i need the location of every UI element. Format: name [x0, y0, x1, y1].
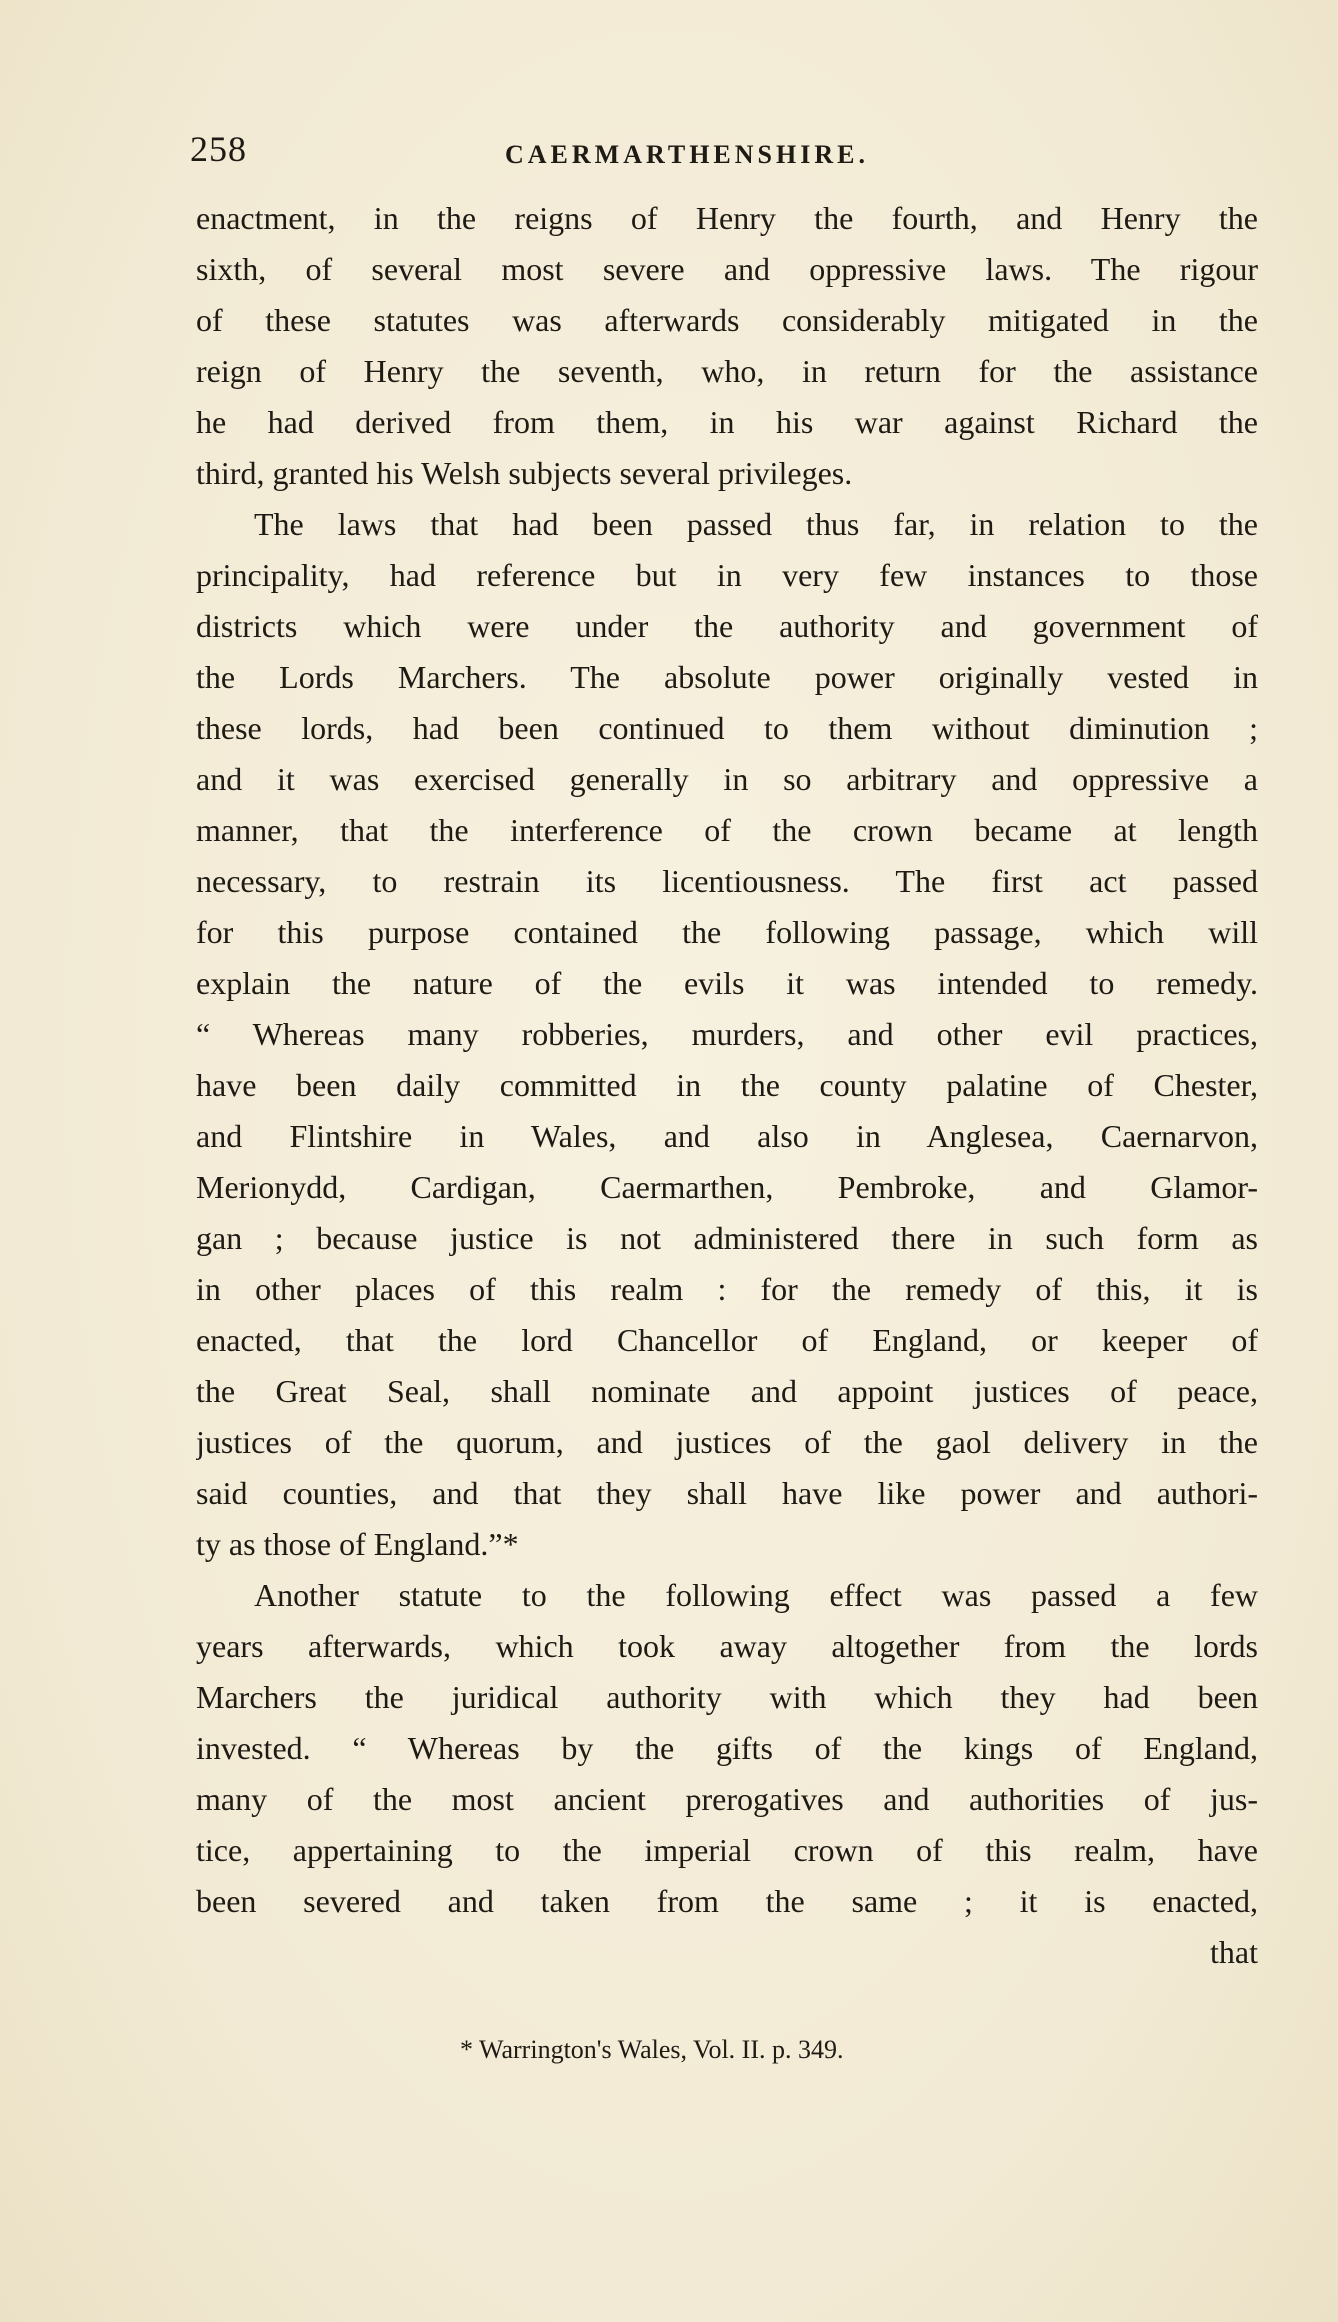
text-line: reign of Henry the seventh, who, in return for the assistance [196, 353, 1258, 389]
text-line: and Flintshire in Wales, and also in Anglesea, Caernarvon, [196, 1118, 1258, 1154]
text-line: these lords, had been continued to them without diminution ; [196, 710, 1258, 746]
text-line: enactment, in the reigns of Henry the fourth, and Henry the [196, 200, 1258, 236]
text-line: have been daily committed in the county palatine of Chester, [196, 1067, 1258, 1103]
text-line: Marchers the juridical authority with which they had been [196, 1679, 1258, 1715]
text-line: Another statute to the following effect was passed a few [254, 1577, 1258, 1613]
text-line: and it was exercised generally in so arbitrary and oppressive a [196, 761, 1258, 797]
text-line: he had derived from them, in his war against Richard the [196, 404, 1258, 440]
text-line: enacted, that the lord Chancellor of England, or keeper of [196, 1322, 1258, 1358]
text-line: tice, appertaining to the imperial crown of this realm, have [196, 1832, 1258, 1868]
page-header [190, 128, 1290, 178]
body-text [196, 193, 1258, 1978]
text-line: manner, that the interference of the crown became at length [196, 812, 1258, 848]
text-line: principality, had reference but in very few instances to those [196, 557, 1258, 593]
text-line: for this purpose contained the following passage, which will [196, 914, 1258, 950]
text-line: been severed and taken from the same ; it is enacted, [196, 1883, 1258, 1919]
text-line: districts which were under the authority and government of [196, 608, 1258, 644]
text-line: necessary, to restrain its licentiousness. The first act passed [196, 863, 1258, 899]
text-line: The laws that had been passed thus far, in relation to the [254, 506, 1258, 542]
text-line: justices of the quorum, and justices of the gaol delivery in the [196, 1424, 1258, 1460]
page-number: 258 [190, 129, 247, 169]
text-line: in other places of this realm : for the remedy of this, it is [196, 1271, 1258, 1307]
text-line: gan ; because justice is not administered there in such form as [196, 1220, 1258, 1256]
text-line: Merionydd, Cardigan, Caermarthen, Pembroke, and Glamor- [196, 1169, 1258, 1205]
text-line: years afterwards, which took away altogether from the lords [196, 1628, 1258, 1664]
text-line: explain the nature of the evils it was intended to remedy. [196, 965, 1258, 1001]
text-line: “ Whereas many robberies, murders, and other evil practices, [196, 1016, 1258, 1052]
text-line: many of the most ancient prerogatives and authorities of jus- [196, 1781, 1258, 1817]
text-line: of these statutes was afterwards considerably mitigated in the [196, 302, 1258, 338]
text-line: the Great Seal, shall nominate and appoint justices of peace, [196, 1373, 1258, 1409]
text-line: said counties, and that they shall have like power and authori- [196, 1475, 1258, 1511]
text-line: ty as those of England.”* [196, 1526, 519, 1562]
catchword: that [1210, 1934, 1258, 1970]
text-line: sixth, of several most severe and oppressive laws. The rigour [196, 251, 1258, 287]
text-line: invested. “ Whereas by the gifts of the kings of England, [196, 1730, 1258, 1766]
running-title: CAERMARTHENSHIRE. [505, 140, 869, 169]
text-line: the Lords Marchers. The absolute power originally vested in [196, 659, 1258, 695]
footnote: * Warrington's Wales, Vol. II. p. 349. [460, 2035, 844, 2064]
text-line: third, granted his Welsh subjects several privileges. [196, 455, 853, 491]
